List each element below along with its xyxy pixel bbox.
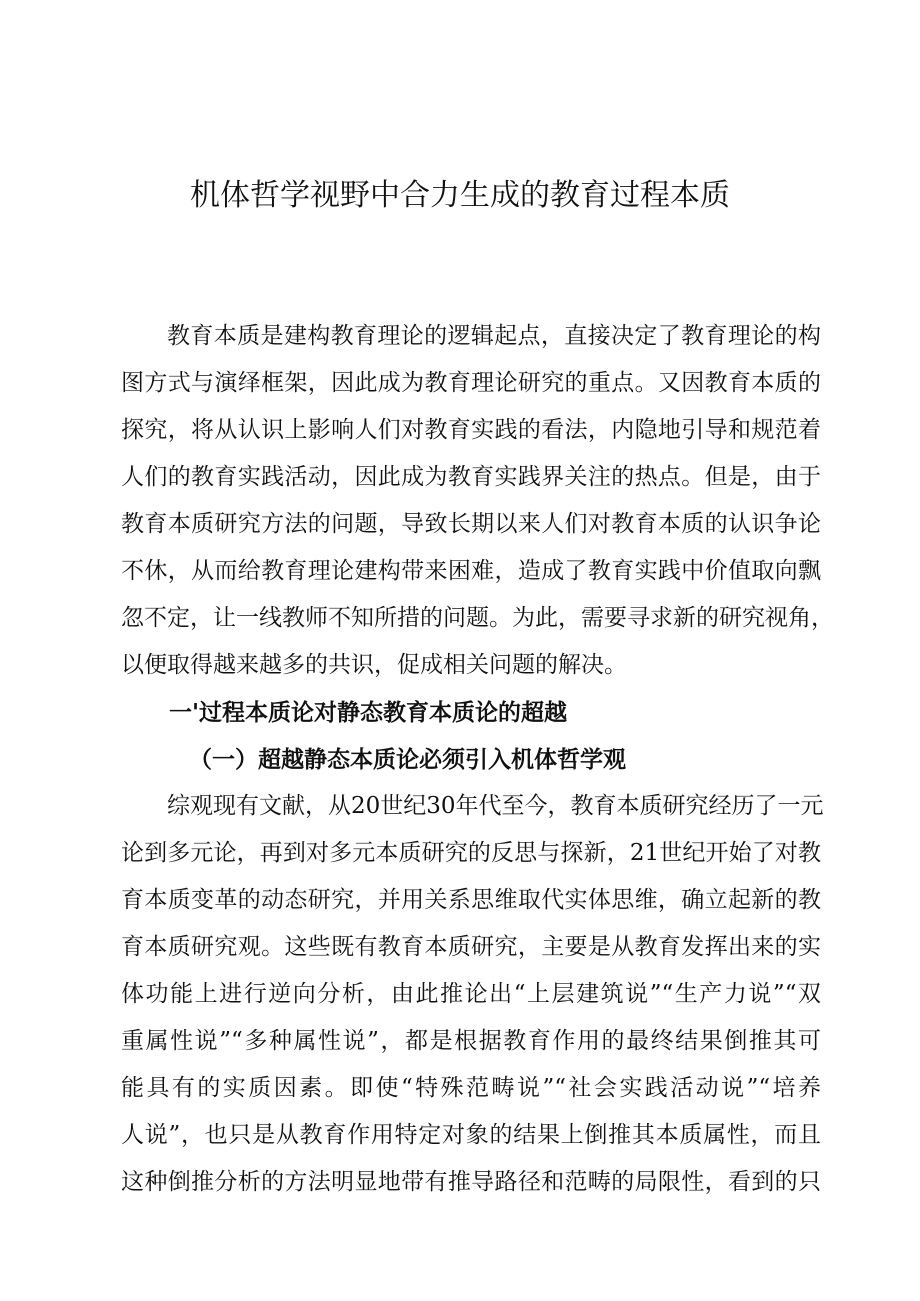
paragraph-line: 人说”，也只是从教育作用特定对象的结果上倒推其本质属性，而且 [121,1122,821,1148]
paragraph-line: 人们的教育实践活动，因此成为教育实践界关注的热点。但是，由于 [121,464,821,490]
paragraph-line: 体功能上进行逆向分析，由此推论出“上层建筑说”“生产力说”“双 [121,981,821,1007]
paragraph-line: 综观现有文献，从20世纪30年代至今，教育本质研究经历了一元 [167,793,824,819]
document-title: 机体哲学视野中合力生成的教育过程本质 [190,178,730,213]
paragraph-line: 探究，将从认识上影响人们对教育实践的看法，内隐地引导和规范着 [121,417,821,443]
paragraph-line: 教育本质是建构教育理论的逻辑起点，直接决定了教育理论的构 [167,323,821,349]
subsection-heading: （一）超越静态本质论必须引入机体哲学观 [189,746,626,773]
document-body [121,313,834,1206]
paragraph-line: 育本质变革的动态研究，并用关系思维取代实体思维，确立起新的教 [121,887,821,913]
section-heading: 一'过程本质论对静态教育本质论的超越 [169,699,568,726]
paragraph-line: 忽不定，让一线教师不知所措的问题。为此，需要寻求新的研究视角， [121,605,834,631]
paragraph-line: 育本质研究观。这些既有教育本质研究，主要是从教育发挥出来的实 [121,934,821,960]
paragraph-line: 这种倒推分析的方法明显地带有推导路径和范畴的局限性，看到的只 [121,1169,821,1195]
paragraph-line: 以便取得越来越多的共识，促成相关问题的解决。 [121,652,627,678]
paragraph-line: 教育本质研究方法的问题，导致长期以来人们对教育本质的认识争论 [121,511,821,537]
paragraph-line: 论到多元论，再到对多元本质研究的反思与探新，21世纪开始了对教 [121,840,821,866]
paragraph-line: 重属性说”“多种属性说”，都是根据教育作用的最终结果倒推其可 [121,1028,821,1054]
paragraph-line: 不休，从而给教育理论建构带来困难，造成了教育实践中价值取向飘 [121,558,821,584]
paragraph-line: 能具有的实质因素。即使“特殊范畴说”“社会实践活动说”“培养 [121,1075,821,1101]
paragraph-line: 图方式与演绎框架，因此成为教育理论研究的重点。又因教育本质的 [121,370,821,396]
